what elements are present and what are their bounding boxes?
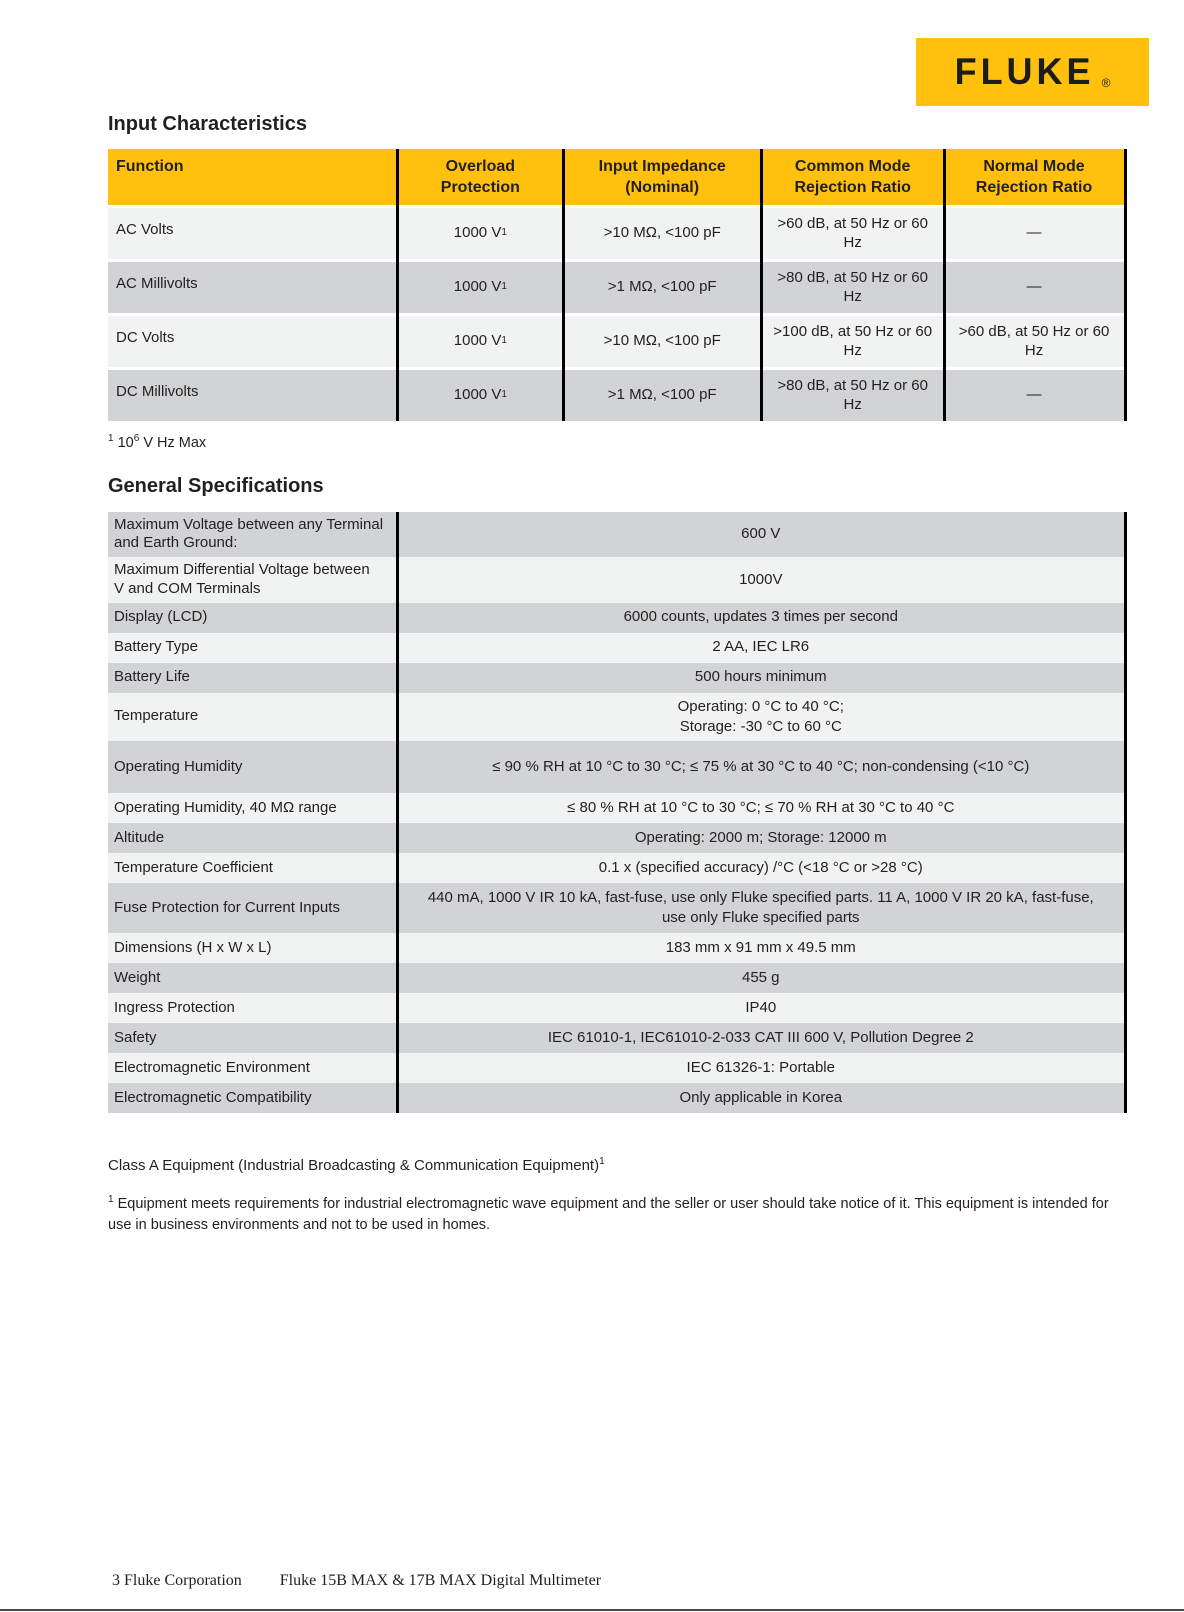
spec-label: Operating Humidity, 40 MΩ range: [108, 793, 398, 823]
spec-label: Maximum Differential Voltage between V and COM Terminals: [108, 557, 398, 603]
header-input-impedance: Input Impedance (Nominal): [563, 149, 761, 205]
spec-value: [398, 693, 1124, 742]
function-cell: AC Volts: [108, 208, 398, 259]
spec-value: IP40: [398, 993, 1124, 1023]
table-header-row: [108, 149, 1124, 205]
spec-label: Temperature Coefficient: [108, 853, 398, 883]
table-row: [108, 693, 1124, 742]
spec-label: Electromagnetic Compatibility: [108, 1083, 398, 1113]
fluke-logo-text: FLUKE: [954, 50, 1095, 93]
overload-cell: 1000 V 1: [398, 262, 564, 313]
table-row: [108, 557, 1124, 603]
spec-label: Battery Type: [108, 633, 398, 663]
column-divider: [396, 512, 399, 1114]
impedance-cell: >1 MΩ, <100 pF: [563, 370, 761, 421]
spec-label: Safety: [108, 1023, 398, 1053]
spec-label: Dimensions (H x W x L): [108, 933, 398, 963]
spec-value: IEC 61326-1: Portable: [398, 1053, 1124, 1083]
overload-cell: 1000 V 1: [398, 208, 564, 259]
spec-value-line-2: Storage: -30 °C to 60 °C: [679, 717, 842, 735]
spec-value: 455 g: [398, 963, 1124, 993]
spec-value: Operating: 2000 m; Storage: 12000 m: [398, 823, 1124, 853]
spec-label: Ingress Protection: [108, 993, 398, 1023]
table-row: [108, 993, 1124, 1023]
spec-value: 183 mm x 91 mm x 49.5 mm: [398, 933, 1124, 963]
header-normal-mode: Normal Mode Rejection Ratio: [944, 149, 1124, 205]
table-row: [108, 663, 1124, 693]
column-divider: [760, 149, 763, 421]
table-row: [108, 933, 1124, 963]
fluke-logo: [916, 38, 1149, 106]
common-mode-cell: >80 dB, at 50 Hz or 60 Hz: [761, 262, 944, 313]
spec-label: Temperature: [108, 693, 398, 742]
footnote-base: 10: [113, 434, 134, 451]
spec-label: Fuse Protection for Current Inputs: [108, 883, 398, 933]
table-row: [108, 1083, 1124, 1113]
impedance-cell: >10 MΩ, <100 pF: [563, 316, 761, 367]
column-divider: [396, 149, 399, 421]
normal-mode-cell: —: [944, 262, 1124, 313]
spec-label: Maximum Voltage between any Terminal and Earth Ground:: [108, 512, 398, 558]
header-function: Function: [108, 149, 398, 205]
registered-trademark-icon: ®: [1101, 76, 1111, 90]
spec-value: 500 hours minimum: [398, 663, 1124, 693]
spec-label: Operating Humidity: [108, 741, 398, 793]
general-specifications-title: General Specifications: [108, 474, 324, 497]
overload-cell: 1000 V 1: [398, 316, 564, 367]
table-row: [108, 883, 1124, 933]
normal-mode-cell: —: [944, 370, 1124, 421]
spec-label: Electromagnetic Environment: [108, 1053, 398, 1083]
common-mode-cell: >100 dB, at 50 Hz or 60 Hz: [761, 316, 944, 367]
common-mode-cell: >60 dB, at 50 Hz or 60 Hz: [761, 208, 944, 259]
overload-value: 1000 V: [453, 278, 502, 296]
spec-value: 1000V: [398, 557, 1124, 603]
table-row: [108, 512, 1124, 558]
footnote-marker: 1: [599, 1156, 605, 1168]
column-divider: [562, 149, 565, 421]
spec-label: Display (LCD): [108, 603, 398, 633]
footnote-exponent: 6: [133, 432, 140, 444]
function-cell: AC Millivolts: [108, 262, 398, 313]
overload-value: 1000 V: [453, 386, 502, 404]
spec-label: Battery Life: [108, 663, 398, 693]
class-a-note: [108, 1157, 1127, 1174]
table-row: [108, 370, 1124, 421]
table-row: [108, 633, 1124, 663]
equipment-footnote-text: Equipment meets requirements for industrial electromagnetic wave equipment and the seller or user should take notice of it. This equipment is intended for use in business environments and not to be used in homes.: [108, 1196, 1109, 1234]
table-row: [108, 603, 1124, 633]
page-footer: [112, 1572, 601, 1590]
spec-value: 600 V: [398, 512, 1124, 558]
footnote-marker: 1: [108, 432, 114, 444]
table-row: [108, 963, 1124, 993]
table-row: [108, 823, 1124, 853]
spec-value: 6000 counts, updates 3 times per second: [398, 603, 1124, 633]
spec-label: Altitude: [108, 823, 398, 853]
function-cell: DC Volts: [108, 316, 398, 367]
page-bottom-rule: [0, 1609, 1184, 1611]
spec-value: 440 mA, 1000 V IR 10 kA, fast-fuse, use only Fluke specified parts. 11 A, 1000 V IR 20 kA, fast-fuse, use only Fluke specified parts: [398, 883, 1124, 933]
general-specifications-table: [108, 512, 1127, 1114]
table-row: [108, 741, 1124, 793]
header-overload-protection: Overload Protection: [398, 149, 564, 205]
spec-value: ≤ 80 % RH at 10 °C to 30 °C; ≤ 70 % RH at 30 °C to 40 °C: [398, 793, 1124, 823]
footer-document-title: Fluke 15B MAX & 17B MAX Digital Multimeter: [279, 1572, 602, 1589]
table-row: [108, 262, 1124, 313]
impedance-cell: >10 MΩ, <100 pF: [563, 208, 761, 259]
footnote-rest: V Hz Max: [139, 434, 207, 451]
spec-label: Weight: [108, 963, 398, 993]
table-row: [108, 208, 1124, 259]
footnote-marker: 1: [108, 1194, 114, 1206]
table-row: [108, 1023, 1124, 1053]
table-row: [108, 1053, 1124, 1083]
normal-mode-cell: —: [944, 208, 1124, 259]
equipment-footnote: [108, 1194, 1127, 1236]
footer-page-corporation: 3 Fluke Corporation: [112, 1572, 242, 1589]
impedance-cell: >1 MΩ, <100 pF: [563, 262, 761, 313]
table-row: [108, 316, 1124, 367]
class-a-text: Class A Equipment (Industrial Broadcasting & Communication Equipment): [108, 1157, 600, 1175]
header-common-mode: Common Mode Rejection Ratio: [761, 149, 944, 205]
spec-value: ≤ 90 % RH at 10 °C to 30 °C; ≤ 75 % at 30 °C to 40 °C; non-condensing (<10 °C): [398, 741, 1124, 793]
overload-cell: 1000 V 1: [398, 370, 564, 421]
table-row: [108, 793, 1124, 823]
common-mode-cell: >80 dB, at 50 Hz or 60 Hz: [761, 370, 944, 421]
normal-mode-cell: >60 dB, at 50 Hz or 60 Hz: [944, 316, 1124, 367]
function-cell: DC Millivolts: [108, 370, 398, 421]
input-characteristics-table: [108, 149, 1127, 421]
spec-value-line-1: Operating: 0 °C to 40 °C;: [677, 697, 844, 715]
spec-value: Only applicable in Korea: [398, 1083, 1124, 1113]
input-table-footnote: [108, 432, 1127, 451]
overload-value: 1000 V: [453, 224, 502, 242]
input-characteristics-title: Input Characteristics: [108, 113, 307, 135]
spec-value: 0.1 x (specified accuracy) /°C (<18 °C or >28 °C): [398, 853, 1124, 883]
column-divider: [943, 149, 946, 421]
spec-value: IEC 61010-1, IEC61010-2-033 CAT III 600 V, Pollution Degree 2: [398, 1023, 1124, 1053]
overload-value: 1000 V: [453, 332, 502, 350]
spec-value: 2 AA, IEC LR6: [398, 633, 1124, 663]
table-row: [108, 853, 1124, 883]
